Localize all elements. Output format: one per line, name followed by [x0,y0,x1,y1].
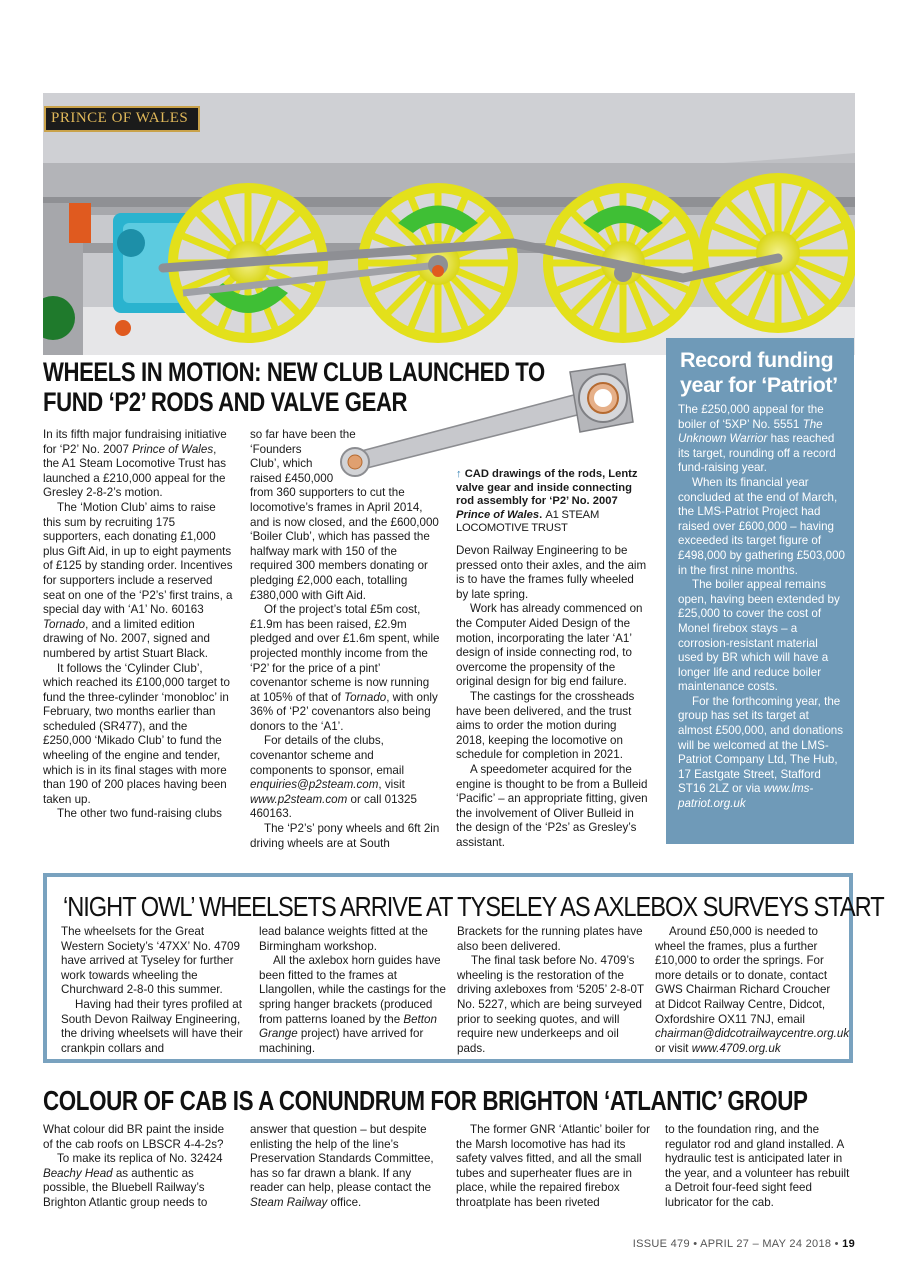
patriot-para: The £250,000 appeal for the boiler of ‘5XP’ No. 5551 The Unknown Warrior has reached its target, rounding off a record fund-raising year. [678,403,836,475]
caption-credit: A1 STEAM LOCOMOTIVE TRUST [456,508,600,535]
brighton-para: answer that question – but despite enlisting the help of the line’s Preservation Standards Committee, has so far drawn a blank. If any reader can help, please contact the Steam Railway office. [250,1123,434,1209]
brighton-column-2 [250,1123,445,1211]
p2-col3-para: A speedometer acquired for the engine is thought to be from a Bulleid ‘Pacific’ – an appropriate fitting, given the involvement of Oliver Bulleid in the design of the ‘P2s’ as Gresley’s assistant. [456,762,648,849]
night-owl-column-3 [457,925,645,1056]
p2-column-2 [250,428,440,851]
patriot-sidebar [666,338,854,844]
p2-col2-top-line: Club’, which [250,457,313,471]
p2-col1-para: The ‘Motion Club’ aims to raise this sum by recruiting 175 supporters, each donating £1,000 plus Gift Aid, in up to eight payments of £125 by standing order. Incentives for supporters include a reserved seat on one of the ‘P2’s’ first trains, a special day with ‘A1’ No. 60163 Tornado, and a limited edition drawing of No. 2007, signed and numbered by artist Stuart Black. [43,500,233,660]
p2-col1-para: In its fifth major fundraising initiative for ‘P2’ No. 2007 Prince of Wales, the A1 Steam Locomotive Trust has launched a £210,000 appeal for the Gresley 2-8-2’s motion. [43,428,227,500]
night-owl-para: lead balance weights fitted at the Birmingham workshop. [259,925,428,953]
patriot-body [678,403,846,812]
night-owl-para: The wheelsets for the Great Western Society’s ‘47XX’ No. 4709 have arrived at Tyseley for further work towards wheeling the Churchward 2-8-0 this summer. [61,925,240,997]
locomotive-cad-drawing [43,93,855,355]
caption-text: CAD drawings of the rods, Lentz valve gear and inside connecting rod assembly for ‘P2’ No. 2007 Prince of Wales. [456,468,638,521]
brighton-para: to the foundation ring, and the regulator rod and gland installed. A hydraulic test is anticipated later in the year, and a volunteer has rebuilt a Detroit four-feed sight feed lubricator for the cab. [665,1123,850,1209]
patriot-headline: Record funding year for ‘Patriot’ [680,348,838,397]
brighton-column-4 [665,1123,855,1211]
night-owl-para: Brackets for the running plates have also been delivered. [457,925,643,953]
brighton-column-3 [456,1123,650,1211]
driving-wheel-4 [698,173,855,333]
patriot-para: When its financial year concluded at the end of March, the LMS-Patriot Project had raised over £600,000 – having exceeded its target figure of £498,000 by gathering £503,000 in the first nine months. [678,475,845,577]
night-owl-column-4 [655,925,850,1056]
p2-col1-para: It follows the ‘Cylinder Club’, which reached its £100,000 target to fund the three-cylinder ‘monobloc’ in February, two months earlier than scheduled (SR477), and the £250,000 ‘Mikado Club’ to fund the wheeling of the engine and tender, which is in its final stages with more than 190 of 200 places having been taken up. [43,661,230,806]
page-number: 19 [842,1238,855,1250]
night-owl-para: Around £50,000 is needed to wheel the frames, plus a further £10,000 to order the springs. For more details or to donate, contact GWS Chairman Richard Croucher at Didcot Railway Centre, Didcot, Oxfordshire OX11 7NJ, email chairman@didcotrailwaycentre.org.uk or visit www.4709.org.uk [655,925,850,1055]
patriot-para: For the forthcoming year, the group has set its target at almost £500,000, and donations will be welcomed at the LMS-Patriot Company Ltd, The Hub, 17 Eastgate Street, Stafford ST16 2LZ or via www.lms-patriot.org.uk [678,694,844,811]
issue-info: ISSUE 479 • APRIL 27 – MAY 24 2018 • [632,1238,839,1250]
nameplate-text: PRINCE OF WALES [51,110,189,126]
night-owl-box [43,873,884,1063]
p2-column-3 [456,544,648,850]
p2-col2-top-line: raised £450,000 [250,471,334,485]
caption-arrow: ↑ [456,468,462,480]
p2-col3-para: Devon Railway Engineering to be pressed onto their axles, and the aim is to have the frames fully wheeled by late spring. [456,544,647,601]
p2-column-1 [43,428,233,822]
night-owl-para: The final task before No. 4709’s wheeling is the restoration of the driving axleboxes from ‘5205’ 2-8-0T No. 5227, which are being surveyed prior to seeking quotes, and will require new underkeeps and oil pads. [457,954,644,1055]
cad-caption [456,468,648,536]
p2-col2-top-line: so far have been the [250,428,356,441]
page-footer [633,1238,855,1250]
p2-col3-para: The castings for the crossheads have been delivered, and the trust aims to order the motion during 2018, keeping the locomotive on schedule for completion in 2021. [456,689,635,762]
p2-col2-para: For details of the clubs, covenantor scheme and components to sponsor, email enquiries@p2steam.com, visit www.p2steam.com or call 01325 460163. [250,734,417,821]
p2-col2-para: The ‘P2’s’ pony wheels and 6ft 2in driving wheels are at South [250,822,440,850]
night-owl-para: Having had their tyres profiled at South Devon Railway Engineering, the driving wheelsets will have their crankpin collars and [61,997,243,1055]
p2-col1-para: The other two fund-raising clubs [57,807,222,821]
night-owl-column-1 [61,925,246,1056]
brighton-column-1 [43,1123,235,1211]
night-owl-column-2 [259,925,447,1056]
night-owl-headline: ‘NIGHT OWL’ WHEELSETS ARRIVE AT TYSELEY AS AXLEBOX SURVEYS START [63,891,884,922]
night-owl-para: All the axlebox horn guides have been fitted to the frames at Llangollen, while the castings for the spring hanger brackets (produced from patterns loaned by the Betton Grange project) have arrived for machining. [259,954,446,1055]
p2-col2-para: Of the project’s total £5m cost, £1.9m has been raised, £2.9m pledged and over £1.6m spent, while projected monthly income from the ‘P2’ for the price of a pint’ covenantor scheme is now running at 105% of that of Tornado, with only 36% of ‘P2’ covenantors also being donors to the ‘A1’. [250,603,440,733]
p2-col2-para: from 360 supporters to cut the locomotive’s frames in April 2014, and is now closed, and the £600,000 ‘Boiler Club’, which has passed the halfway mark with 150 of the required 300 members donating or pledging £2,000 each, totalling £380,000 with Gift Aid. [250,486,439,602]
brighton-headline: COLOUR OF CAB IS A CONUNDRUM FOR BRIGHTON ‘ATLANTIC’ GROUP [43,1085,808,1116]
hero-cad-image [43,93,855,355]
p2-headline-line2: FUND ‘P2’ RODS AND VALVE GEAR [43,387,408,417]
brighton-para: The former GNR ‘Atlantic’ boiler for the Marsh locomotive has had its safety valves fitted, and all the small tubes and superheater flues are in place, while the repaired firebox throatplate has been riveted [456,1123,650,1209]
brighton-para: What colour did BR paint the inside of the cab roofs on LBSCR 4-4-2s? [43,1123,225,1151]
patriot-para: The boiler appeal remains open, having been extended by £25,000 to cover the cost of Monel firebox stays – a corrosion-resistant material used by BR which will have a longer life and reduce boiler maintenance costs. [678,578,840,694]
p2-col2-top-line: ‘Founders [250,442,302,456]
p2-col3-para: Work has already commenced on the Computer Aided Design of the motion, incorporating the later ‘A1’ design of inside connecting rod, to overcome the propensity of the original design for big end failure. [456,602,643,689]
p2-headline-line1: WHEELS IN MOTION: NEW CLUB LAUNCHED TO [43,357,545,387]
brighton-para: To make its replica of No. 32424 Beachy Head as authentic as possible, the Bluebell Railway’s Brighton Atlantic group needs to [43,1152,223,1209]
